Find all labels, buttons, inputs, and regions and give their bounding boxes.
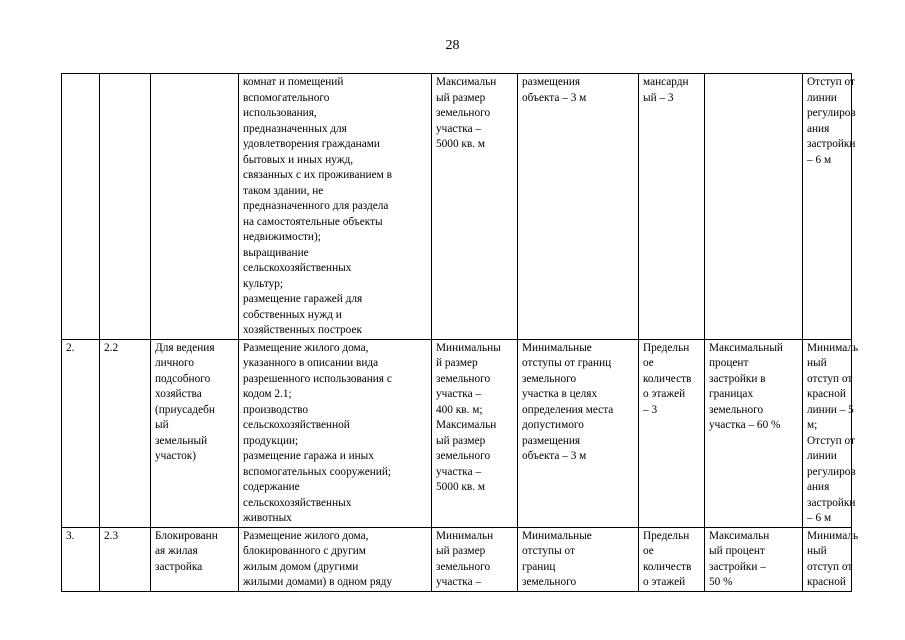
cell-text-line: бытовых и иных нужд, <box>243 153 354 166</box>
cell-text-line: м; <box>807 419 818 431</box>
cell-text-line: красной <box>807 388 846 400</box>
cell-text-line: регулиров <box>807 107 856 119</box>
cell-text-line: 400 кв. м; <box>436 403 483 416</box>
cell-text-line: ания <box>807 481 830 493</box>
cell-text-line: ое <box>643 357 654 369</box>
cell-text-line: застройки <box>807 138 856 150</box>
cell-text-line: сельскохозяйственной <box>243 419 350 431</box>
cell-text-line: указанного в описании вида <box>243 357 379 369</box>
cell-text-line: Предельн <box>643 341 690 354</box>
cell-text-line: линии <box>807 450 837 462</box>
cell-text-line: участок) <box>155 450 197 462</box>
coverage-cell <box>705 527 803 591</box>
cell-text-line: Максимальн <box>436 76 497 88</box>
row-number-cell: 3. <box>62 527 100 591</box>
cell-text-line: Размещение жилого дома, <box>243 341 369 354</box>
cell-text-line: вспомогательного <box>243 91 330 104</box>
cell-text-line: удовлетворения гражданами <box>243 138 380 150</box>
cell-text-line: участка – <box>436 576 482 588</box>
cell-text-line: – 6 м <box>807 153 832 166</box>
cell-text-line: Отступ от <box>807 76 855 88</box>
cell-text-line: 5000 кв. м <box>436 138 486 150</box>
cell-text-line: животных <box>243 512 292 524</box>
cell-text-line: хозяйства <box>155 388 202 400</box>
cell-text-line: отступ от <box>807 372 853 385</box>
cell-text-line: регулиров <box>807 465 856 478</box>
cell-text-line: отступы от границ <box>522 357 612 369</box>
cell-text-line: количеств <box>643 560 692 573</box>
cell-text-line: блокированного с другим <box>243 545 366 557</box>
cell-text-line: Минимальны <box>436 341 501 354</box>
cell-text-line: кодом 2.1; <box>243 388 292 400</box>
cell-text-line: – 6 м <box>807 512 832 524</box>
cell-text-line: Максимальный <box>709 341 783 354</box>
land-use-regulations-table <box>61 73 859 592</box>
cell-text-line: таком здании, не <box>243 184 324 197</box>
cell-text-line: земельного <box>522 576 577 588</box>
cell-text-line: земельный <box>155 434 208 447</box>
plot-size-cell <box>432 339 518 527</box>
cell-text-line: ый <box>155 419 169 431</box>
cell-text-line: жилым домом (другими <box>243 560 359 573</box>
cell-text-line: ое <box>643 545 654 557</box>
cell-text-line: определения места <box>522 403 614 416</box>
floors-cell <box>639 74 705 340</box>
cell-text-line: (приусадебн <box>155 403 215 416</box>
cell-text-line: личного <box>155 357 195 369</box>
floors-cell <box>639 339 705 527</box>
coverage-cell <box>705 339 803 527</box>
cell-text-line: ный <box>807 357 827 369</box>
cell-text-line: размещение гаражей для <box>243 293 363 305</box>
cell-text-line: сельскохозяйственных <box>243 496 352 509</box>
cell-text-line: использования, <box>243 107 317 119</box>
cell-text-line: размещения <box>522 76 581 88</box>
cell-text-line: участка – <box>436 122 482 135</box>
use-code-cell: 2.3 <box>100 527 151 591</box>
cell-text-line: Минимальн <box>436 529 494 542</box>
cell-text-line: мансардн <box>643 76 689 88</box>
cell-text-line: Для ведения <box>155 341 215 354</box>
cell-text-line: содержание <box>243 481 300 493</box>
use-name-cell <box>151 339 239 527</box>
cell-text-line: разрешенного использования с <box>243 372 392 385</box>
cell-text-line: хозяйственных построек <box>243 324 362 336</box>
cell-text-line: комнат и помещений <box>243 76 344 88</box>
cell-text-line: – 3 <box>643 403 658 416</box>
cell-text-line: вспомогательных сооружений; <box>243 465 392 478</box>
coverage-cell <box>705 74 803 340</box>
cell-text-line: недвижимости); <box>243 231 321 243</box>
cell-text-line: участка в целях <box>522 388 598 400</box>
cell-text-line: связанных с их проживанием в <box>243 169 392 181</box>
use-name-cell <box>151 527 239 591</box>
row-number-cell: 2. <box>62 339 100 527</box>
use-description-cell <box>239 527 432 591</box>
cell-text-line: ый размер <box>436 545 486 557</box>
plot-size-cell <box>432 74 518 340</box>
plot-size-cell <box>432 527 518 591</box>
cell-text-line: застройки – <box>709 560 766 573</box>
cell-text-line: жилыми домами) в одном ряду <box>243 576 393 588</box>
setbacks-cell <box>518 527 639 591</box>
use-code-cell: 2.2 <box>100 339 151 527</box>
cell-text-line: количеств <box>643 372 692 385</box>
cell-text-line: культур; <box>243 277 284 290</box>
setbacks-cell <box>518 74 639 340</box>
cell-text-line: объекта – 3 м <box>522 91 587 104</box>
cell-text-line: отступ от <box>807 560 853 573</box>
cell-text-line: предназначенного для раздела <box>243 200 389 212</box>
floors-cell <box>639 527 705 591</box>
cell-text-line: Максимальн <box>436 419 497 431</box>
cell-text-line: Предельн <box>643 529 690 542</box>
cell-text-line: земельного <box>522 372 577 385</box>
table-row <box>62 74 852 340</box>
cell-text-line: земельного <box>436 372 491 385</box>
use-code-cell <box>100 74 151 340</box>
cell-text-line: земельного <box>709 403 764 416</box>
cell-text-line: производство <box>243 403 309 416</box>
cell-text-line: ый процент <box>709 545 765 557</box>
cell-text-line: земельного <box>436 560 491 573</box>
cell-text-line: о этажей <box>643 576 686 588</box>
use-name-cell <box>151 74 239 340</box>
cell-text-line: земельного <box>436 450 491 462</box>
cell-text-line: Максимальн <box>709 529 770 542</box>
cell-text-line: й размер <box>436 357 478 369</box>
line-setback-cell <box>803 339 859 527</box>
use-description-cell <box>239 74 432 340</box>
cell-text-line: ный <box>807 545 827 557</box>
cell-text-line: о этажей <box>643 388 686 400</box>
cell-text-line: подсобного <box>155 372 211 385</box>
cell-text-line: земельного <box>436 107 491 119</box>
cell-text-line: Блокированн <box>155 529 218 542</box>
cell-text-line: Минимальные <box>522 529 592 542</box>
cell-text-line: Размещение жилого дома, <box>243 529 369 542</box>
cell-text-line: границах <box>709 388 754 400</box>
row-number-cell <box>62 74 100 340</box>
cell-text-line: ая жилая <box>155 545 198 557</box>
table-row <box>62 339 852 527</box>
cell-text-line: участка – <box>436 465 482 478</box>
cell-text-line: Минимальные <box>522 341 592 354</box>
table-row <box>62 527 852 591</box>
use-description-cell <box>239 339 432 527</box>
cell-text-line: 50 % <box>709 576 733 588</box>
cell-text-line: размещения <box>522 434 581 447</box>
cell-text-line: застройки <box>807 496 856 509</box>
cell-text-line: допустимого <box>522 419 584 431</box>
cell-text-line: ый размер <box>436 434 486 447</box>
line-setback-cell <box>803 74 856 340</box>
cell-text-line: застройки в <box>709 372 766 385</box>
cell-text-line: Отступ от <box>807 434 855 447</box>
cell-text-line: на самостоятельные объекты <box>243 215 383 228</box>
cell-text-line: линии – 5 <box>807 403 854 416</box>
cell-text-line: продукции; <box>243 434 299 447</box>
line-setback-cell <box>803 527 859 591</box>
cell-text-line: границ <box>522 560 556 573</box>
cell-text-line: красной <box>807 576 846 588</box>
cell-text-line: участка – <box>436 388 482 400</box>
cell-text-line: ый размер <box>436 91 486 104</box>
cell-text-line: застройка <box>155 560 203 573</box>
cell-text-line: сельскохозяйственных <box>243 262 352 274</box>
cell-text-line: выращивание <box>243 246 309 259</box>
setbacks-cell <box>518 339 639 527</box>
page-number: 28 <box>445 38 460 53</box>
cell-text-line: линии <box>807 91 837 104</box>
cell-text-line: ый – 3 <box>643 91 674 104</box>
cell-text-line: размещение гаража и иных <box>243 450 374 462</box>
cell-text-line: ания <box>807 122 830 135</box>
cell-text-line: отступы от <box>522 545 575 557</box>
cell-text-line: Минималь <box>807 529 859 542</box>
cell-text-line: собственных нужд и <box>243 308 342 321</box>
cell-text-line: 5000 кв. м <box>436 481 486 493</box>
cell-text-line: объекта – 3 м <box>522 450 587 462</box>
cell-text-line: процент <box>709 357 749 369</box>
cell-text-line: Минималь <box>807 341 859 354</box>
cell-text-line: участка – 60 % <box>709 419 781 431</box>
cell-text-line: предназначенных для <box>243 122 347 135</box>
